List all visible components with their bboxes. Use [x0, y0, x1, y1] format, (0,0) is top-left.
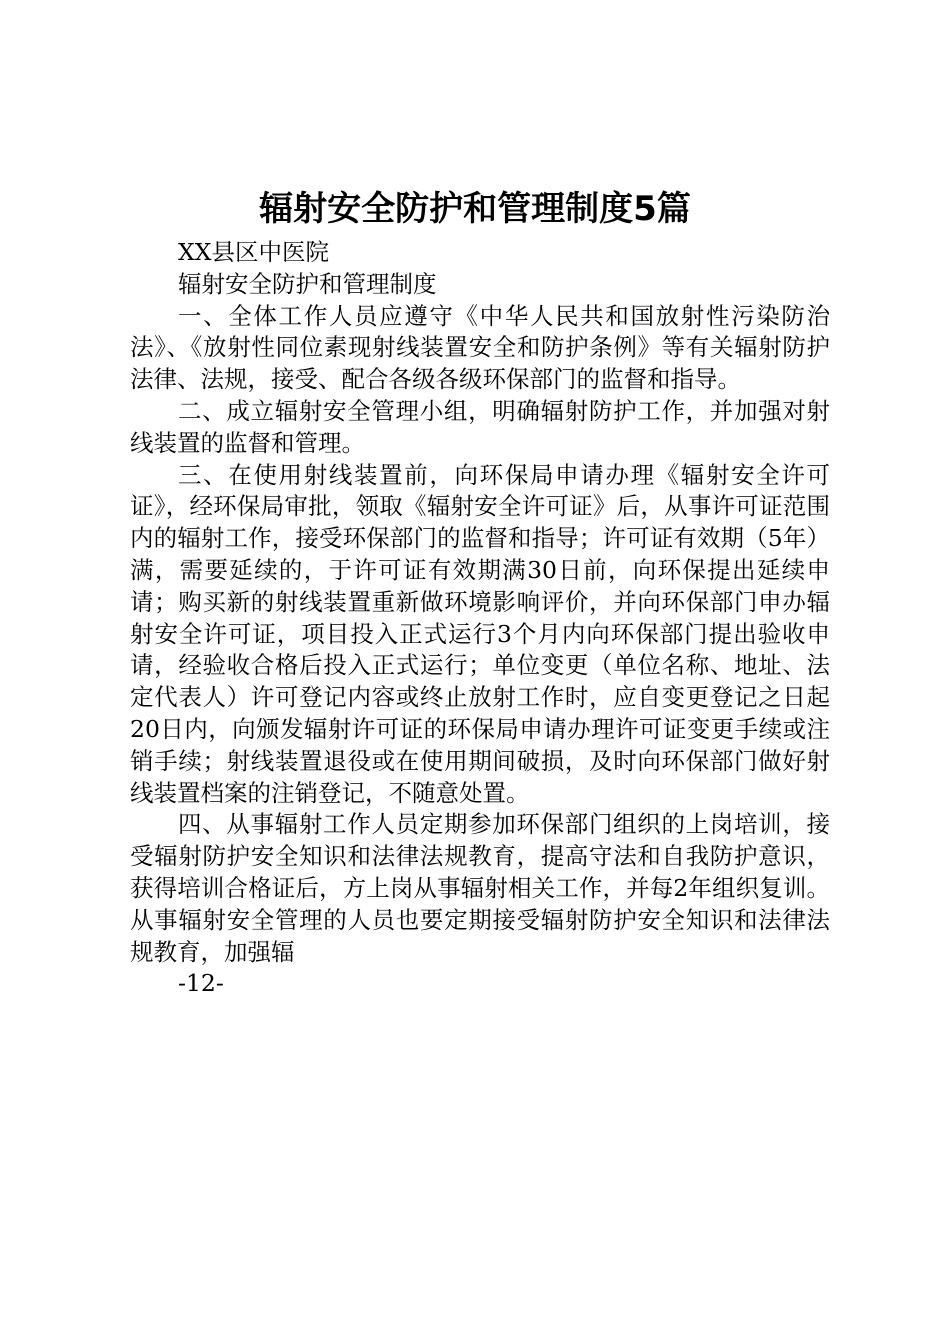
- paragraph-2: 二、成立辐射安全管理小组，明确辐射防护工作，并加强对射线装置的监督和管理。: [130, 396, 830, 457]
- document-title: 辐射安全防护和管理制度5篇: [259, 189, 691, 229]
- organization-name: XX县区中医院: [178, 238, 329, 266]
- page-number: -12-: [178, 969, 224, 998]
- regulation-subtitle: 辐射安全防护和管理制度: [178, 269, 437, 298]
- paragraph-4: 四、从事辐射工作人员定期参加环保部门组织的上岗培训，接受辐射防护安全知识和法律法规教育，提高守法和自我防护意识，获得培训合格证后，方上岗从事辐射相关工作，并每2年组织复训。从事辐射安全管理的人员也要定期接受辐射防护安全知识和法律法规教育，加强辐: [130, 810, 830, 966]
- document-body: [130, 237, 830, 1000]
- paragraph-1: 一、全体工作人员应遵守《中华人民共和国放射性污染防治法》、《放射性同位素现射线装置安全和防护条例》等有关辐射防护法律、法规，接受、配合各级各级环保部门的监督和指导。: [130, 301, 830, 394]
- paragraph-3: 三、在使用射线装置前，向环保局申请办理《辐射安全许可证》，经环保局审批，领取《辐射安全许可证》后，从事许可证范围内的辐射工作，接受环保部门的监督和指导；许可证有效期（5年）满，需要延续的，于许可证有效期满30日前，向环保提出延续申请；购买新的射线装置重新做环境影响评价，并向环保部门申办辐射安全许可证，项目投入正式运行3个月内向环保部门提出验收申请，经验收合格后投入正式运行；单位变更（单位名称、地址、法定代表人）许可登记内容或终止放射工作时，应自变更登记之日起20日内，向颁发辐射许可证的环保局申请办理许可证变更手续或注销手续；射线装置退役或在使用期间破损，及时向环保部门做好射线装置档案的注销登记，不随意处置。: [130, 460, 830, 807]
